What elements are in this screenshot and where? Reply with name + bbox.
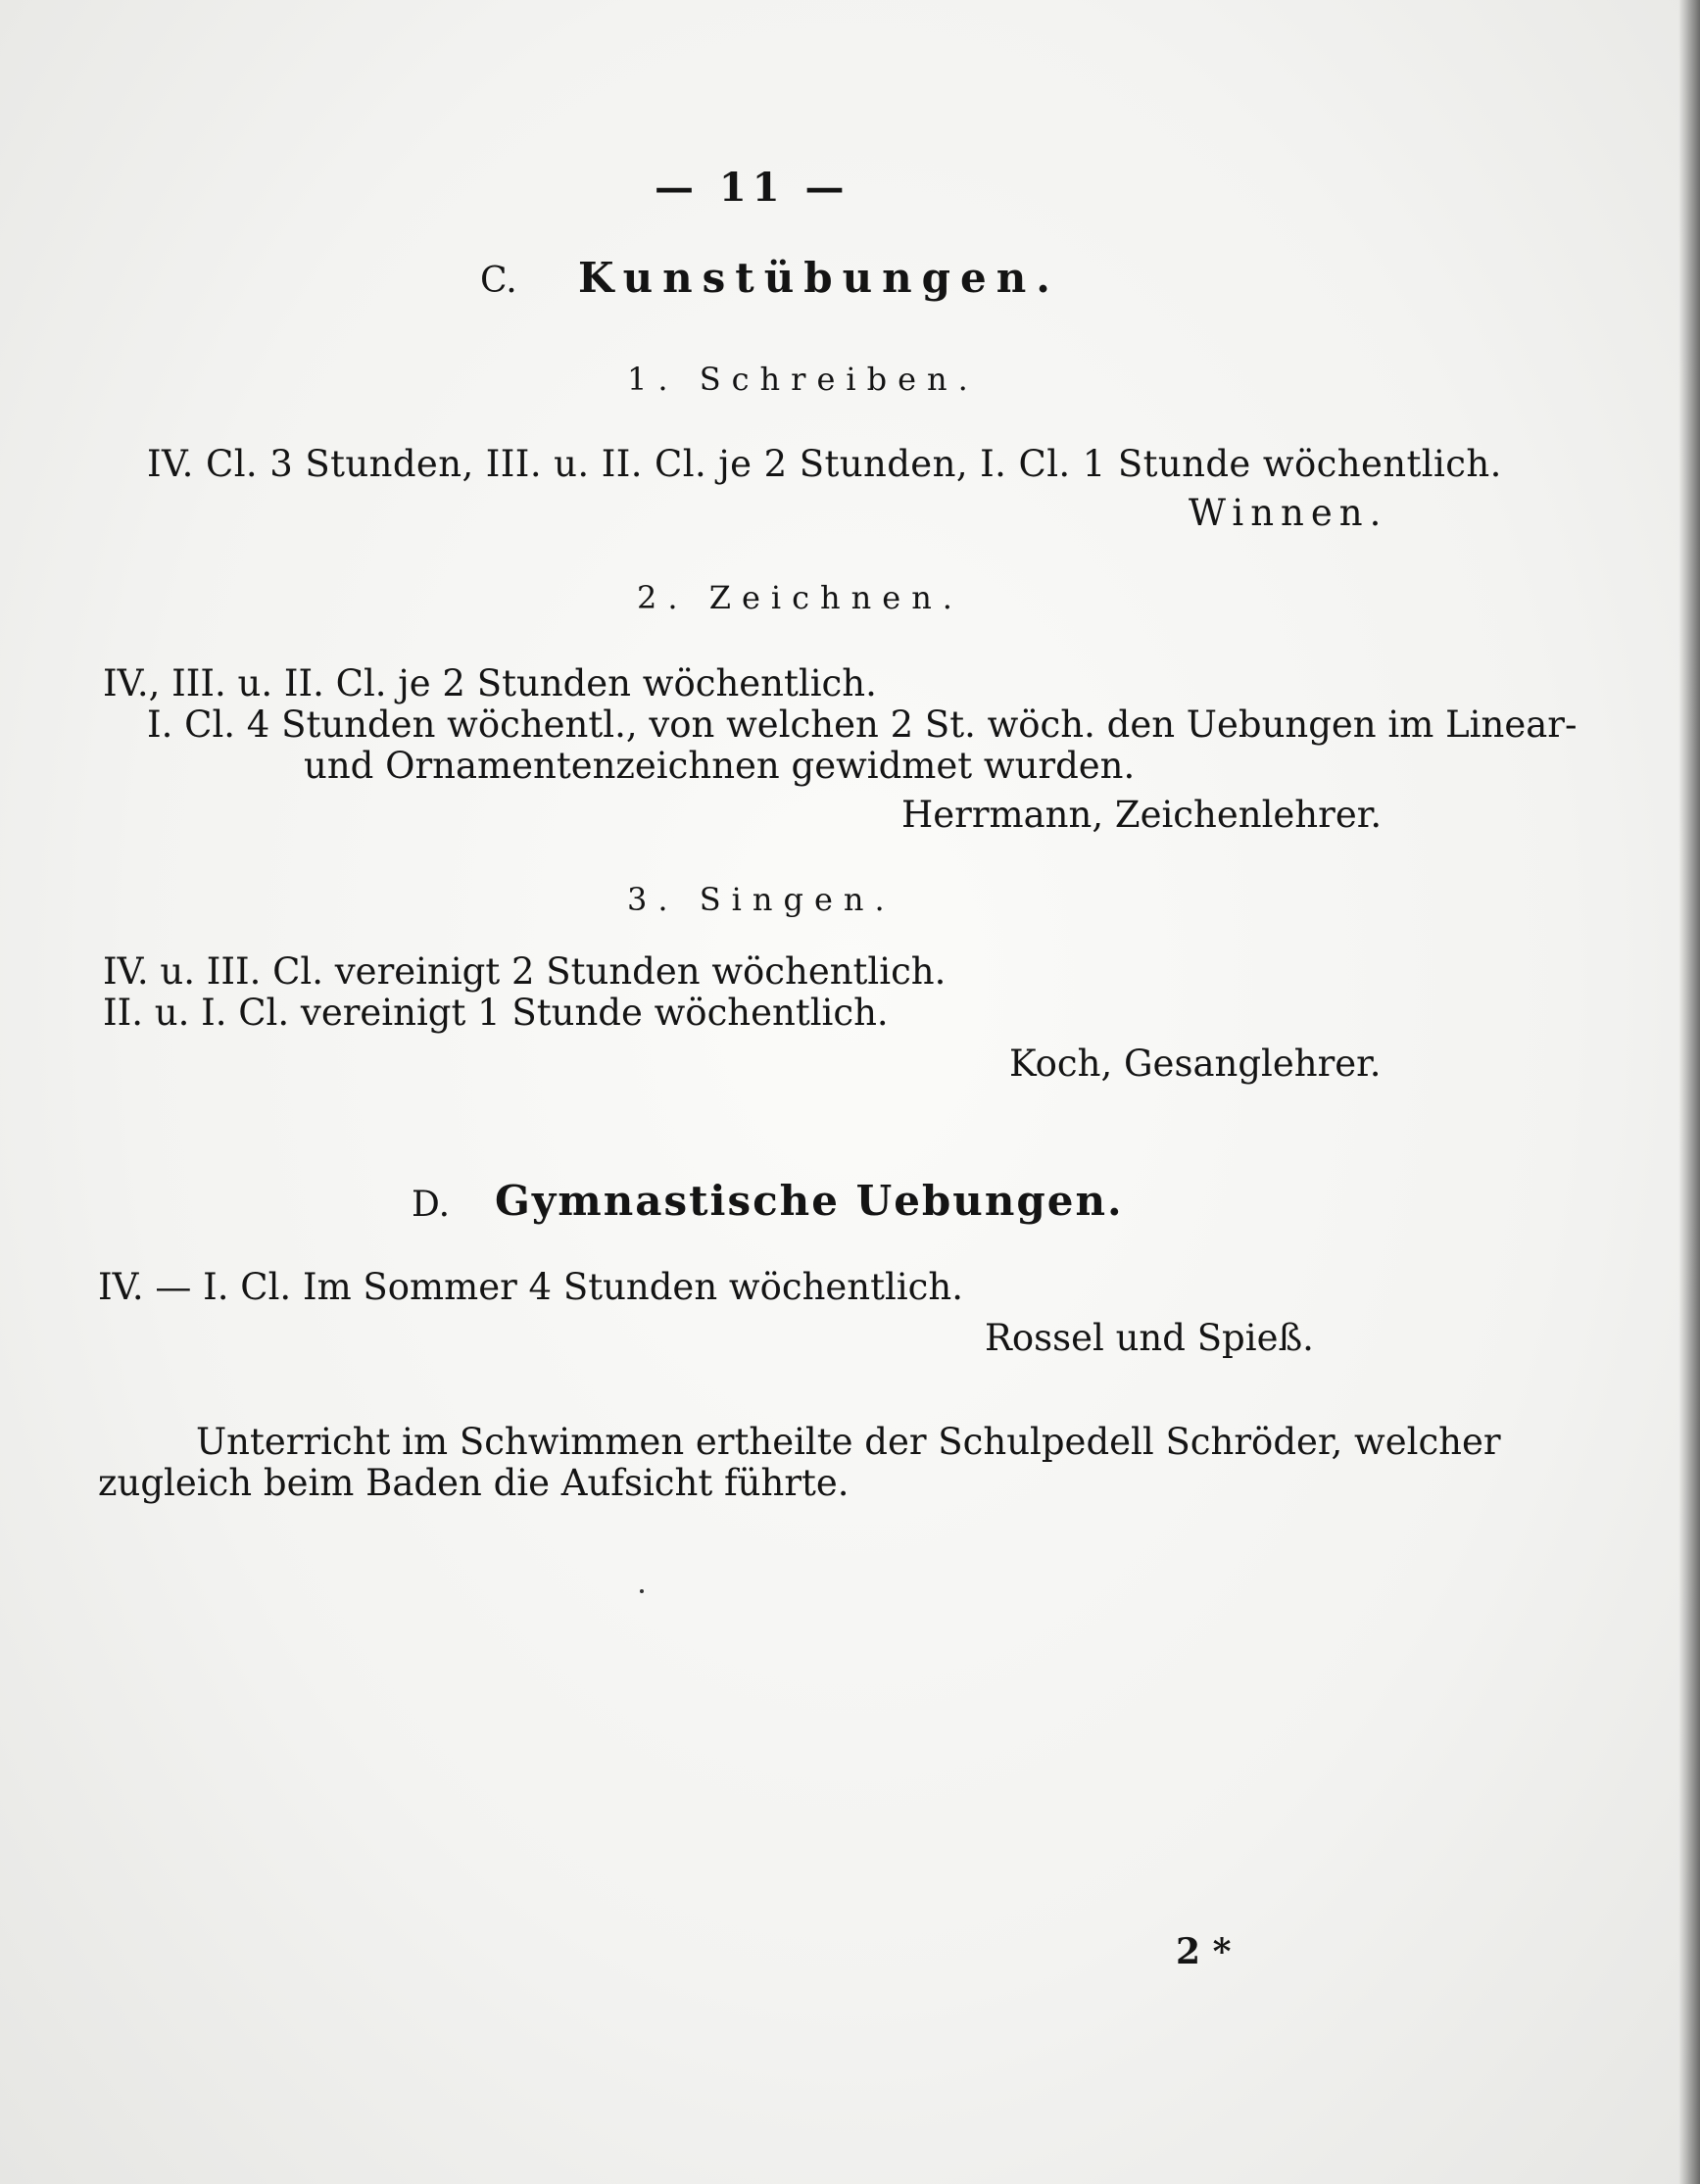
section-d-letter: D.	[412, 1185, 451, 1225]
zeichnen-teacher: Herrmann, Zeichenlehrer.	[901, 794, 1383, 836]
zeichnen-heading: 2. Zeichnen.	[637, 579, 963, 616]
singen-line-1: IV. u. III. Cl. vereinigt 2 Stunden wöchentlich.	[103, 950, 947, 993]
schreiben-schedule: IV. Cl. 3 Stunden, III. u. II. Cl. je 2 Stunden, I. Cl. 1 Stunde wöchentlich.	[147, 443, 1502, 485]
section-c-letter: C.	[480, 261, 517, 301]
page-number: — 11 —	[655, 165, 850, 211]
schwimmen-paragraph-line-1: Unterricht im Schwimmen ertheilte der Schulpedell Schröder, welcher	[196, 1421, 1501, 1463]
schwimmen-paragraph-line-2: zugleich beim Baden die Aufsicht führte.	[98, 1462, 850, 1504]
zeichnen-line-3: und Ornamentenzeichnen gewidmet wurden.	[304, 745, 1136, 787]
page-edge-shadow	[1678, 0, 1700, 2184]
gymnastik-teachers: Rossel und Spieß.	[985, 1317, 1314, 1359]
section-d-title: Gymnastische Uebungen.	[495, 1177, 1124, 1225]
singen-line-2: II. u. I. Cl. vereinigt 1 Stunde wöchentlich.	[103, 992, 889, 1034]
gymnastik-schedule: IV. — I. Cl. Im Sommer 4 Stunden wöchentlich.	[98, 1266, 963, 1308]
signature-mark: 2 *	[1176, 1931, 1232, 1972]
singen-heading: 3. Singen.	[627, 881, 896, 918]
schreiben-teacher: Winnen.	[1189, 492, 1388, 534]
stray-dot	[640, 1589, 644, 1593]
schreiben-heading: 1. Schreiben.	[627, 361, 979, 398]
section-c-title: Kunstübungen.	[578, 254, 1060, 302]
zeichnen-line-1: IV., III. u. II. Cl. je 2 Stunden wöchentlich.	[103, 662, 877, 704]
zeichnen-line-2: I. Cl. 4 Stunden wöchentl., von welchen 2 St. wöch. den Uebungen im Linear-	[147, 704, 1578, 746]
singen-teacher: Koch, Gesanglehrer.	[1009, 1043, 1382, 1085]
